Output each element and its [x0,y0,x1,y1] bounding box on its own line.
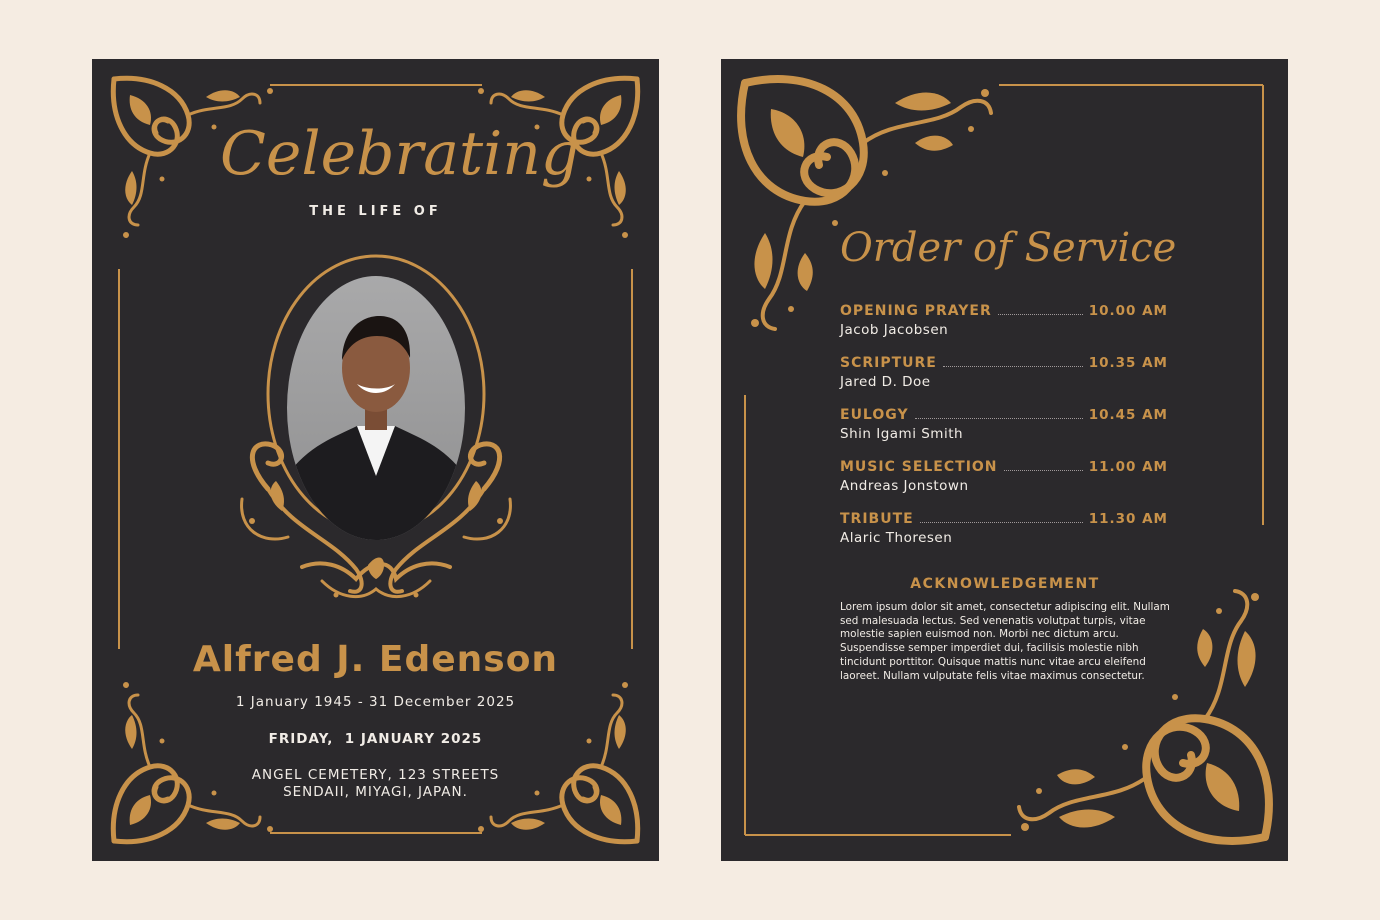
life-of-subtitle: THE LIFE OF [309,204,442,219]
portrait-person-illustration [287,276,465,540]
service-name: EULOGY [840,407,909,423]
corner-flourish-top-left [741,79,991,329]
back-card [721,59,1288,861]
service-person: Andreas Jonstown [840,478,969,494]
acknowledgement-heading: ACKNOWLEDGEMENT [910,576,1100,592]
service-day: FRIDAY, 1 JANUARY 2025 [268,731,483,747]
portrait-photo [287,276,465,540]
service-time: 10.35 AM [1088,355,1168,371]
service-person: Shin Igami Smith [840,426,964,442]
service-name: SCRIPTURE [840,355,937,371]
service-item-music-selection [840,458,1168,504]
service-item-opening-prayer [840,302,1168,348]
service-name: MUSIC SELECTION [840,459,998,475]
deceased-name: Alfred J. Edenson [192,639,559,680]
dotted-leader [915,418,1083,419]
service-item-eulogy [840,406,1168,452]
service-time: 10.00 AM [1088,303,1168,319]
dotted-leader [1004,470,1083,471]
life-dates: 1 January 1945 - 31 December 2025 [235,694,516,710]
acknowledgement-text: Lorem ipsum dolor sit amet, consectetur adipiscing elit. Nullam sed malesuada lectus. Sed venenatis volutpat turpis, vitae molestie sapien euismod non. Morbi nec dictum arcu. Suspendisse semper imperdiet dui, facilisis molestie nibh tincidunt porttitor. Quisque mattis nunc vitae arcu eleifend laoreet. Nullam vulputate felis vitae maximus consectetur. [840,601,1170,682]
service-item-tribute [840,510,1168,556]
order-of-service-title: Order of Service [840,225,1177,271]
service-time: 11.30 AM [1088,511,1168,527]
service-name: OPENING PRAYER [840,303,992,319]
location-line-1: ANGEL CEMETERY, 123 STREETS [251,767,500,783]
dotted-leader [998,314,1083,315]
service-time: 10.45 AM [1088,407,1168,423]
dotted-leader [920,522,1083,523]
service-time: 11.00 AM [1088,459,1168,475]
service-item-scripture [840,354,1168,400]
service-person: Jared D. Doe [840,374,931,390]
front-card [92,59,659,861]
service-name: TRIBUTE [840,511,914,527]
location-line-2: SENDAII, MIYAGI, JAPAN. [283,784,468,800]
celebrating-script-title: Celebrating [220,119,580,189]
service-person: Jacob Jacobsen [840,322,949,338]
dotted-leader [943,366,1083,367]
service-person: Alaric Thoresen [840,530,953,546]
